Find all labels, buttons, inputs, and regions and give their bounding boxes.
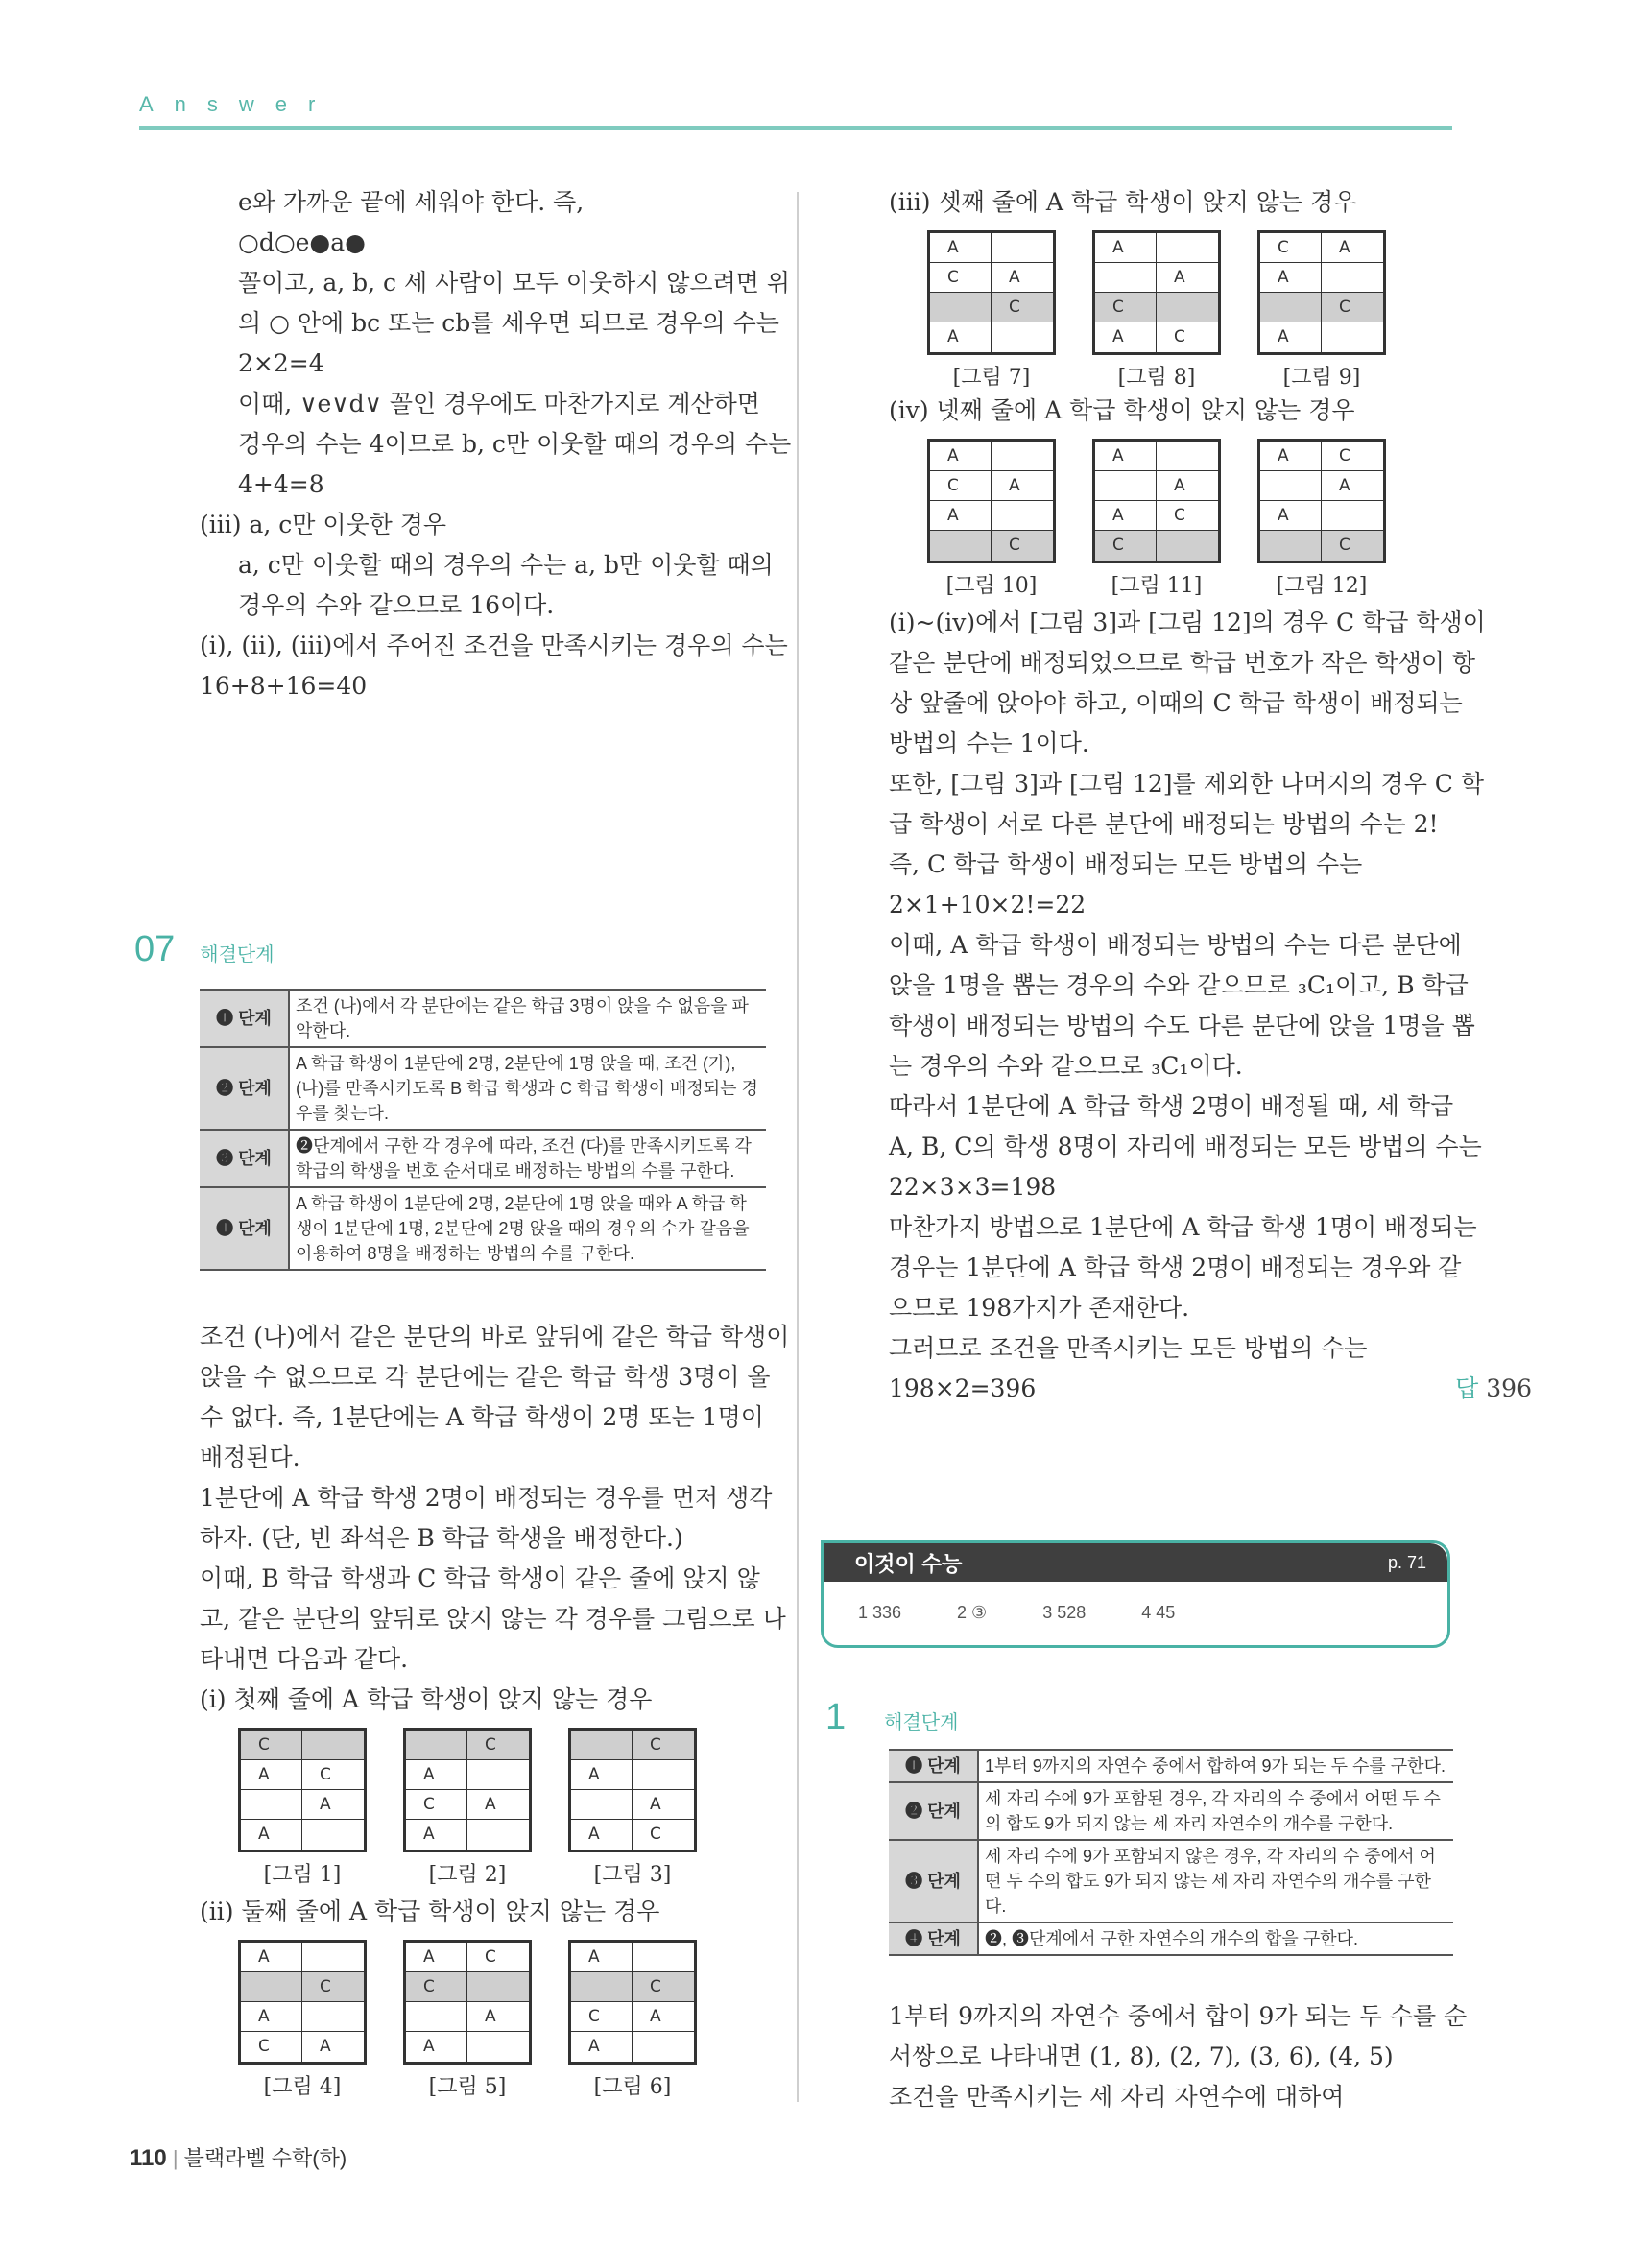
solution-steps-table	[889, 1749, 1453, 1956]
case-title: (ii) 둘째 줄에 A 학급 학생이 앉지 않는 경우	[200, 1898, 660, 1925]
seat-grid	[568, 1940, 697, 2065]
text-line: 경우의 수는 4이므로 b, c만 이웃할 때의 경우의 수는	[238, 430, 792, 458]
seat-figure	[238, 1728, 367, 1888]
seat-grid	[403, 1940, 532, 2065]
seat-cell	[406, 2002, 467, 2032]
seat-cell: C	[633, 1731, 694, 1760]
seat-cell: A	[320, 2037, 331, 2056]
figure-caption: [그림 8]	[1117, 366, 1196, 390]
seat-grid	[1092, 439, 1221, 563]
section-1-title	[825, 1697, 958, 1738]
case-title: (iii) a, c만 이웃한 경우	[200, 511, 447, 538]
seat-figure	[403, 1728, 532, 1888]
seat-cell	[467, 1820, 529, 1850]
seat-cell: A	[571, 1820, 633, 1850]
case-title: (iv) 넷째 줄에 A 학급 학생이 앉지 않는 경우	[889, 396, 1355, 424]
seat-cell: C	[930, 471, 992, 501]
step-label: ❸ 단계	[889, 1840, 978, 1922]
text-line: 경우의 수와 같으므로 16이다.	[238, 591, 555, 619]
suneung-title: 이것이 수능	[854, 1551, 963, 1576]
seat-cell	[571, 1731, 633, 1760]
text-line: A, B, C의 학생 8명이 자리에 배정되는 모든 방법의 수는	[889, 1133, 1482, 1160]
seat-cell	[1095, 471, 1157, 501]
seat-grid	[1257, 439, 1386, 563]
seat-cell	[1157, 293, 1218, 322]
intro-text	[200, 182, 792, 505]
seat-cell	[406, 1731, 467, 1760]
text-line: 고, 같은 분단의 앞뒤로 앉지 않는 각 경우를 그림으로 나	[200, 1605, 786, 1633]
seat-cell	[1095, 263, 1157, 293]
step-row	[200, 1130, 766, 1187]
seat-figure	[927, 230, 1056, 391]
step-row	[889, 1922, 1453, 1955]
step-row	[200, 1047, 766, 1130]
seat-cell	[1157, 233, 1218, 263]
seat-grid	[238, 1728, 367, 1852]
seat-cell: A	[406, 1943, 467, 1972]
section-number: 1	[825, 1697, 847, 1737]
text-line: 배정된다.	[200, 1444, 300, 1471]
suneung-answers	[824, 1582, 1447, 1623]
suneung-answer: 1 336	[858, 1603, 902, 1622]
seat-cell: A	[1095, 501, 1157, 531]
text-line: 앉을 1명을 뽑는 경우의 수와 같으므로 ₃C₁이고, B 학급	[889, 971, 1469, 999]
seat-cell	[992, 233, 1053, 263]
seat-cell	[1322, 501, 1383, 531]
seat-cell: A	[992, 471, 1053, 501]
right-body	[889, 603, 1532, 1409]
seat-grid	[1257, 230, 1386, 355]
seat-cell	[930, 293, 992, 322]
seat-figure	[1092, 230, 1221, 391]
step-label: ❶ 단계	[889, 1750, 978, 1782]
seat-cell	[930, 531, 992, 561]
text-line: 경우는 1분단에 A 학급 학생 2명이 배정되는 경우와 같	[889, 1253, 1462, 1281]
seat-cell: C	[302, 1760, 364, 1790]
seat-cell: C	[1260, 233, 1322, 263]
seat-figure	[927, 439, 1056, 599]
step-label: ❶ 단계	[200, 990, 289, 1047]
figure-caption: [그림 2]	[428, 1863, 507, 1887]
right-column	[889, 182, 1532, 1409]
seat-cell: A	[241, 1760, 302, 1790]
seat-cell: C	[633, 1972, 694, 2002]
text-line: 2×2=4	[238, 349, 324, 377]
section-1-body	[889, 1996, 1468, 2117]
seat-cell	[467, 1760, 529, 1790]
seat-figure	[568, 1728, 697, 1888]
text-line: 마찬가지 방법으로 1분단에 A 학급 학생 1명이 배정되는	[889, 1213, 1477, 1241]
section-number: 07	[134, 929, 176, 969]
case-title: (i) 첫째 줄에 A 학급 학생이 앉지 않는 경우	[200, 1685, 653, 1713]
seat-cell: C	[467, 1731, 529, 1760]
answer-label: 답	[1455, 1374, 1479, 1402]
figure-caption: [그림 3]	[593, 1863, 672, 1887]
text-line: a, c만 이웃할 때의 경우의 수는 a, b만 이웃할 때의	[238, 551, 774, 579]
seat-cell: C	[406, 1972, 467, 2002]
seat-cell: A	[571, 1760, 633, 1790]
seat-cell	[633, 1943, 694, 1972]
seat-cell: A	[241, 1820, 302, 1850]
seat-cell: C	[571, 2002, 633, 2032]
seat-cell: A	[241, 2002, 302, 2032]
seat-cell	[1260, 471, 1322, 501]
seat-cell	[467, 2032, 529, 2062]
seat-cell: A	[930, 501, 992, 531]
text-line: 의 ○ 안에 bc 또는 cb를 세우면 되므로 경우의 수는	[238, 309, 779, 337]
seat-cell: C	[1095, 531, 1157, 561]
seat-cell: A	[1322, 471, 1383, 501]
text-line: 는 경우의 수와 같으므로 ₃C₁이다.	[889, 1052, 1243, 1080]
step-text: 세 자리 수에 9가 포함된 경우, 각 자리의 수 중에서 어떤 두 수의 합도 9가 되지 않는 세 자리 자연수의 개수를 구한다.	[978, 1782, 1453, 1840]
text-line: 즉, C 학급 학생이 배정되는 모든 방법의 수는	[889, 850, 1363, 878]
text-line: 조건을 만족시키는 세 자리 자연수에 대하여	[889, 2083, 1345, 2111]
text-line: 같은 분단에 배정되었으므로 학급 번호가 작은 학생이 항	[889, 649, 1476, 677]
seat-cell: A	[930, 322, 992, 352]
seat-cell: A	[1095, 442, 1157, 471]
figure-caption: [그림 12]	[1276, 574, 1368, 598]
text-line: ○d○e●a●	[238, 228, 366, 256]
seat-figure	[568, 1940, 697, 2100]
text-line: 타내면 다음과 같다.	[200, 1645, 409, 1673]
figure-group	[238, 1940, 766, 2100]
seat-cell	[302, 2002, 364, 2032]
text-line: 이때, A 학급 학생이 배정되는 방법의 수는 다른 분단에	[889, 931, 1462, 959]
figure-caption: [그림 5]	[428, 2075, 507, 2099]
left-column	[200, 182, 792, 706]
seat-cell	[302, 1731, 364, 1760]
seat-cell: A	[1322, 233, 1383, 263]
seat-cell	[467, 1972, 529, 2002]
text-line: 방법의 수는 1이다.	[889, 729, 1089, 757]
text-line: 4+4=8	[238, 470, 324, 498]
suneung-answer: 2 ③	[957, 1603, 988, 1622]
seat-cell: C	[1322, 293, 1383, 322]
seat-cell: C	[992, 293, 1053, 322]
seat-cell: C	[1174, 327, 1185, 346]
suneung-answer-box	[821, 1540, 1450, 1648]
seat-cell: A	[1260, 322, 1322, 352]
step-text: ❷, ❸단계에서 구한 자연수의 개수의 합을 구한다.	[978, 1922, 1453, 1955]
seat-cell	[241, 1790, 302, 1820]
step-label: ❸ 단계	[200, 1130, 289, 1187]
case-title: (iii) 셋째 줄에 A 학급 학생이 앉지 않는 경우	[889, 188, 1357, 216]
header-answer-label: Answer	[139, 92, 337, 116]
seat-cell: A	[1095, 322, 1157, 352]
figure-caption: [그림 9]	[1282, 366, 1361, 390]
seat-cell: C	[1095, 293, 1157, 322]
step-row	[200, 990, 766, 1047]
seat-cell: C	[992, 531, 1053, 561]
step-text: A 학급 학생이 1분단에 2명, 2분단에 1명 앉을 때와 A 학급 학생이 1분단에 1명, 2분단에 2명 앉을 때의 경우의 수가 같음을 이용하여 8명을 배정하는 방법의 수를 구한다.	[289, 1187, 766, 1270]
seat-cell	[992, 442, 1053, 471]
seat-grid	[927, 439, 1056, 563]
seat-cell	[1322, 263, 1383, 293]
step-label: ❷ 단계	[200, 1047, 289, 1130]
text-line: 그러므로 조건을 만족시키는 모든 방법의 수는	[889, 1334, 1368, 1362]
seat-cell: A	[571, 2032, 633, 2062]
text-line: 수 없다. 즉, 1분단에는 A 학급 학생이 2명 또는 1명이	[200, 1403, 764, 1431]
seat-cell	[571, 1790, 633, 1820]
suneung-answer: 4 45	[1141, 1603, 1176, 1622]
seat-cell: A	[930, 233, 992, 263]
seat-cell: C	[406, 1790, 467, 1820]
seat-cell: A	[571, 1943, 633, 1972]
seat-cell	[1260, 531, 1322, 561]
section-label: 해결단계	[884, 1712, 959, 1733]
seat-cell: A	[992, 263, 1053, 293]
seat-cell: A	[1260, 263, 1322, 293]
figure-caption: [그림 6]	[593, 2075, 672, 2099]
text-line: e와 가까운 끝에 세워야 한다. 즉,	[238, 188, 585, 216]
seat-grid	[568, 1728, 697, 1852]
suneung-header	[824, 1543, 1447, 1582]
seat-cell	[1157, 442, 1218, 471]
header-rule	[139, 126, 1452, 130]
seat-figure	[1257, 230, 1386, 391]
step-label: ❹ 단계	[889, 1922, 978, 1955]
seat-cell	[992, 322, 1053, 352]
text-line: 급 학생이 서로 다른 분단에 배정되는 방법의 수는 2!	[889, 810, 1439, 838]
text-line: 따라서 1분단에 A 학급 학생 2명이 배정될 때, 세 학급	[889, 1092, 1454, 1120]
seat-grid	[403, 1728, 532, 1852]
seat-cell: C	[241, 1731, 302, 1760]
section-07-title	[134, 929, 275, 970]
section-label: 해결단계	[200, 944, 275, 966]
seat-cell: A	[1157, 263, 1218, 293]
figure-caption: [그림 1]	[263, 1863, 342, 1887]
seat-cell: C	[1322, 442, 1383, 471]
seat-figure	[238, 1940, 367, 2100]
seat-cell: A	[1095, 233, 1157, 263]
suneung-answer: 3 528	[1042, 1603, 1087, 1622]
figure-group	[927, 439, 1455, 599]
text-line: 서쌍으로 나타내면 (1, 8), (2, 7), (3, 6), (4, 5)	[889, 2042, 1394, 2070]
seat-figure	[403, 1940, 532, 2100]
text-line: (i), (ii), (iii)에서 주어진 조건을 만족시키는 경우의 수는	[200, 632, 788, 659]
step-text: 1부터 9까지의 자연수 중에서 합하여 9가 되는 두 수를 구한다.	[978, 1750, 1453, 1782]
step-text: A 학급 학생이 1분단에 2명, 2분단에 1명 앉을 때, 조건 (가), (나)를 만족시키도록 B 학급 학생과 C 학급 학생이 배정되는 경우를 찾는다.	[289, 1047, 766, 1130]
text-line: 이때, B 학급 학생과 C 학급 학생이 같은 줄에 앉지 않	[200, 1564, 760, 1592]
page-number: 110	[130, 2145, 167, 2171]
text-line: 조건 (나)에서 같은 분단의 바로 앞뒤에 같은 학급 학생이	[200, 1323, 790, 1350]
seat-cell	[302, 1943, 364, 1972]
text-line: 상 앞줄에 앉아야 하고, 이때의 C 학급 학생이 배정되는	[889, 689, 1463, 717]
text-line: 이때, ∨e∨d∨ 꼴인 경우에도 마찬가지로 계산하면	[238, 390, 760, 418]
figure-caption: [그림 10]	[945, 574, 1038, 598]
seat-cell	[1260, 293, 1322, 322]
seat-cell	[1322, 322, 1383, 352]
seat-grid	[1092, 230, 1221, 355]
text-line: 22×3×3=198	[889, 1173, 1057, 1201]
seat-cell	[571, 1972, 633, 2002]
text-line-with-answer	[889, 1369, 1532, 1409]
text-line: 앉을 수 없으므로 각 분단에는 같은 학급 학생 3명이 올	[200, 1363, 771, 1391]
figure-group	[927, 230, 1455, 391]
seat-cell: C	[1157, 501, 1218, 531]
text-line: 꼴이고, a, b, c 세 사람이 모두 이웃하지 않으려면 위	[238, 269, 790, 297]
seat-cell: A	[241, 1943, 302, 1972]
final-answer	[1455, 1369, 1532, 1409]
seat-cell: A	[406, 1820, 467, 1850]
page-footer: 110 | 블랙라벨 수학(하)	[130, 2145, 347, 2171]
seat-cell: C	[1322, 531, 1383, 561]
solution-steps-table	[200, 989, 766, 1271]
seat-grid	[238, 1940, 367, 2065]
seat-cell: A	[1260, 501, 1322, 531]
text-line: 1분단에 A 학급 학생 2명이 배정되는 경우를 먼저 생각	[200, 1484, 773, 1512]
step-row	[889, 1840, 1453, 1922]
step-row	[889, 1782, 1453, 1840]
seat-cell	[302, 1820, 364, 1850]
seat-cell: A	[1260, 442, 1322, 471]
seat-cell: C	[650, 1825, 661, 1844]
text-line: 198×2=396	[889, 1374, 1037, 1402]
seat-cell: C	[302, 1972, 364, 2002]
text-line: (i)~(iv)에서 [그림 3]과 [그림 12]의 경우 C 학급 학생이	[889, 609, 1486, 636]
seat-cell: A	[467, 2002, 529, 2032]
step-text: 조건 (나)에서 각 분단에는 같은 학급 3명이 앉을 수 없음을 파악한다.	[289, 990, 766, 1047]
section-07-body	[200, 1317, 790, 2100]
step-row	[889, 1750, 1453, 1782]
seat-figure	[1257, 439, 1386, 599]
seat-cell: A	[633, 2002, 694, 2032]
column-divider	[797, 192, 799, 2102]
figure-group	[238, 1728, 766, 1888]
seat-cell: A	[930, 442, 992, 471]
figure-caption: [그림 11]	[1111, 574, 1203, 598]
text-line: 16+8+16=40	[200, 672, 368, 700]
figure-caption: [그림 7]	[952, 366, 1031, 390]
step-text: 세 자리 수에 9가 포함되지 않은 경우, 각 자리의 수 중에서 어떤 두 수의 합도 9가 되지 않는 세 자리 자연수의 개수를 구한다.	[978, 1840, 1453, 1922]
seat-cell	[633, 2032, 694, 2062]
step-label: ❹ 단계	[200, 1187, 289, 1270]
text-line: 하자. (단, 빈 좌석은 B 학급 학생을 배정한다.)	[200, 1524, 683, 1552]
answer-value: 396	[1486, 1374, 1532, 1402]
seat-cell: A	[633, 1790, 694, 1820]
step-label: ❷ 단계	[889, 1782, 978, 1840]
suneung-page-ref: p. 71	[1387, 1552, 1426, 1572]
seat-cell	[992, 501, 1053, 531]
text-line: 으므로 198가지가 존재한다.	[889, 1294, 1190, 1322]
seat-cell: C	[930, 263, 992, 293]
seat-cell	[241, 1972, 302, 2002]
book-title: 블랙라벨 수학(하)	[183, 2146, 347, 2170]
figure-caption: [그림 4]	[263, 2075, 342, 2099]
step-row	[200, 1187, 766, 1270]
seat-cell: A	[302, 1790, 364, 1820]
seat-figure	[1092, 439, 1221, 599]
text-line: 2×1+10×2!=22	[889, 891, 1087, 919]
seat-grid	[927, 230, 1056, 355]
seat-cell	[1157, 531, 1218, 561]
step-text: ❷단계에서 구한 각 경우에 따라, 조건 (다)를 만족시키도록 각 학급의 학생을 번호 순서대로 배정하는 방법의 수를 구한다.	[289, 1130, 766, 1187]
seat-cell: A	[406, 1760, 467, 1790]
text-line: 학생이 배정되는 방법의 수도 다른 분단에 앉을 1명을 뽑	[889, 1012, 1475, 1039]
text-line: 또한, [그림 3]과 [그림 12]를 제외한 나머지의 경우 C 학	[889, 770, 1485, 798]
text-line: 1부터 9까지의 자연수 중에서 합이 9가 되는 두 수를 순	[889, 2002, 1468, 2030]
seat-cell: A	[467, 1790, 529, 1820]
seat-cell: A	[1157, 471, 1218, 501]
seat-cell	[633, 1760, 694, 1790]
seat-cell: C	[241, 2032, 302, 2062]
seat-cell: C	[467, 1943, 529, 1972]
seat-cell: A	[406, 2032, 467, 2062]
